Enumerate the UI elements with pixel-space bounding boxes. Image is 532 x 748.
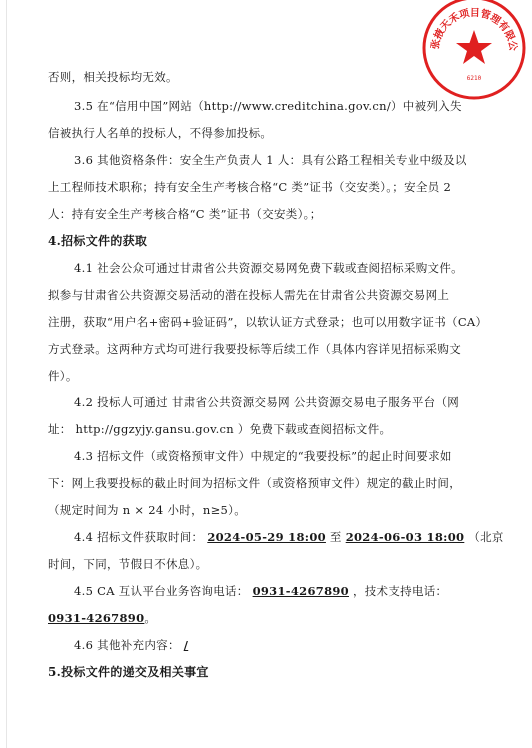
seal-code: 6210 — [466, 75, 482, 82]
other-label: 4.6 其他补充内容： — [74, 638, 180, 652]
company-seal — [420, 0, 528, 102]
line-21 — [48, 632, 514, 659]
line-15: 下：网上我要投标的截止时间为招标文件（或资格预审文件）规定的截止时间， — [48, 476, 461, 490]
section-heading-5: 5.投标文件的递交及相关事宜 — [48, 665, 209, 679]
line-14: 4.3 招标文件（或资格预审文件）中规定的“我要投标”的起止时间要求如 — [74, 449, 452, 463]
line-9: 注册，获取“用户名+密码+验证码”，以软认证方式登录；也可以用数字证书（CA） — [48, 315, 488, 329]
phone-consult: 0931-4267890 — [252, 584, 349, 598]
beijing-prefix: （北京 — [468, 530, 504, 544]
support-label: ，技术支持电话： — [352, 584, 448, 598]
section-heading-4: 4.招标文件的获取 — [48, 234, 148, 248]
period: 。 — [144, 611, 157, 625]
line-11: 件）。 — [48, 369, 78, 383]
to-word: 至 — [329, 530, 342, 544]
end-time: 2024-06-03 18:00 — [345, 530, 465, 544]
line-18: 时间，下同，节假日不休息）。 — [48, 557, 208, 571]
seal-text: 张掖天禾项目管理有限公 — [429, 7, 519, 52]
line-19 — [48, 578, 514, 605]
star-icon — [456, 30, 492, 64]
acquire-time-label: 4.4 招标文件获取时间： — [74, 530, 204, 544]
line-13: 址： http://ggzyjy.gansu.gov.cn ）免费下载或查阅招标文件。 — [48, 422, 392, 436]
line-10: 方式登录。这两种方式均可进行我要投标等后续工作（具体内容详见招标采购文 — [48, 342, 461, 356]
phone-support: 0931-4267890 — [48, 611, 145, 625]
line-12: 4.2 投标人可通过 甘肃省公共资源交易网 公共资源交易电子服务平台（网 — [74, 395, 460, 409]
line-16: （规定时间为 n × 24 小时，n≥5）。 — [48, 503, 247, 517]
line-1: 否则，相关投标均无效。 — [48, 70, 178, 84]
line-3: 信被执行人名单的投标人，不得参加投标。 — [48, 126, 273, 140]
line-4: 3.6 其他资格条件：安全生产负责人 1 人：具有公路工程相关专业中级及以 — [74, 153, 467, 167]
line-7: 4.1 社会公众可通过甘肃省公共资源交易网免费下载或查阅招标采购文件。 — [74, 261, 463, 275]
line-17 — [48, 524, 514, 551]
line-8: 拟参与甘肃省公共资源交易活动的潜在投标人需先在甘肃省公共资源交易网上 — [48, 288, 450, 302]
ca-label: 4.5 CA 互认平台业务咨询电话： — [74, 584, 249, 598]
other-value: / — [183, 638, 189, 652]
page-edge — [6, 0, 7, 748]
start-time: 2024-05-29 18:00 — [207, 530, 326, 544]
line-5: 上工程师技术职称；持有安全生产考核合格“C 类”证书（交安类）。；安全员 2 — [48, 180, 452, 194]
line-2: 3.5 在“信用中国”网站（http://www.creditchina.gov.cn/）中被列入失 — [74, 99, 462, 113]
line-20 — [48, 605, 488, 632]
line-6: 人：持有安全生产考核合格“C 类”证书（交安类）。； — [48, 207, 322, 221]
